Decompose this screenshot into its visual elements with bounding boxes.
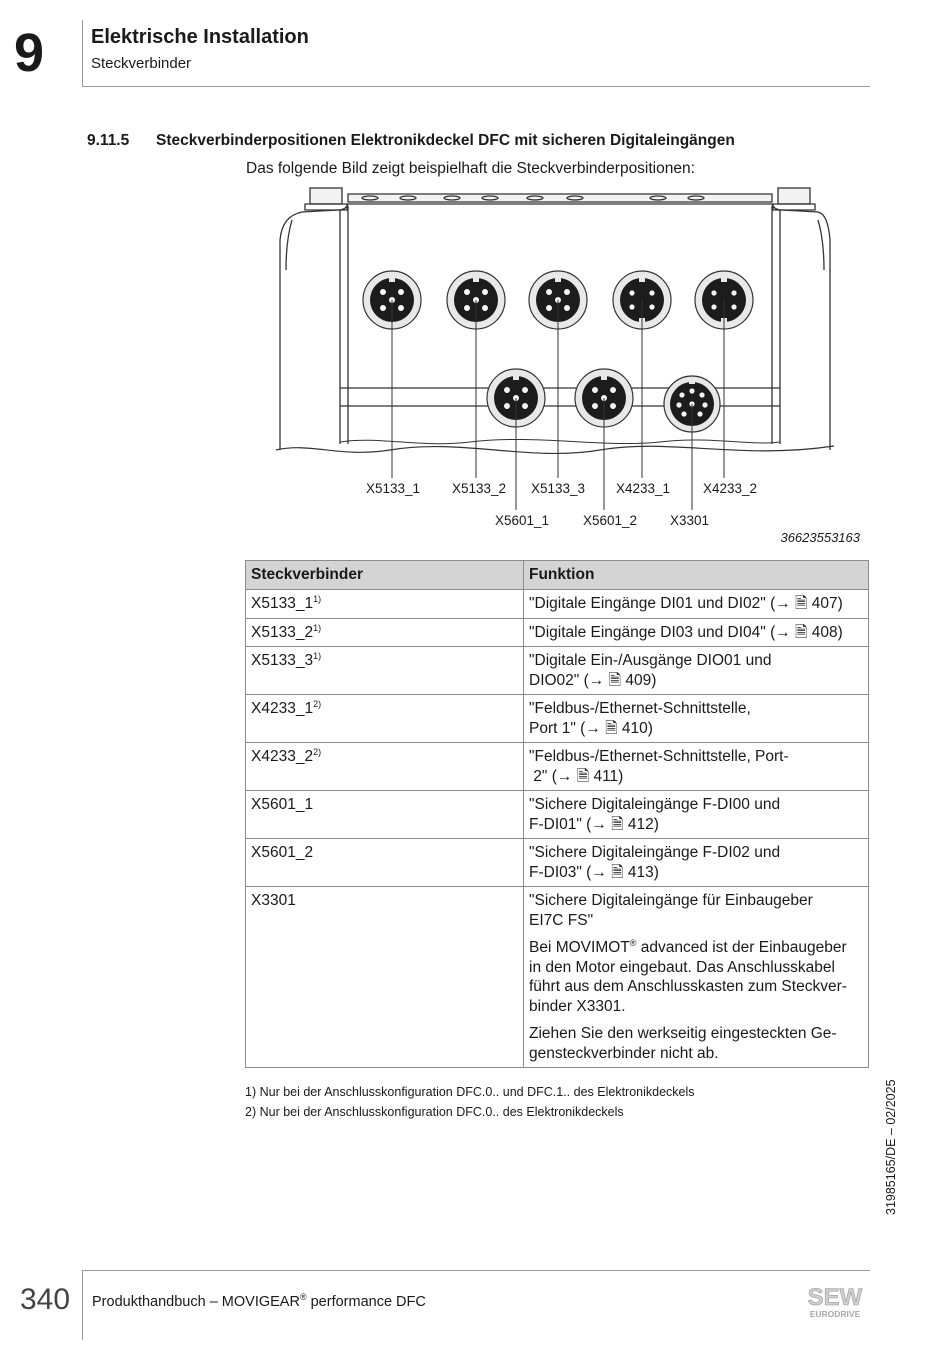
function-text: F-DI01" (→ 🗎 412) xyxy=(529,815,659,833)
function-text: "Digitale Eingänge DI01 und DI02" (→ 🗎 407) xyxy=(529,595,843,612)
function-cell xyxy=(524,647,869,695)
footer-title-text: Produkthandbuch – MOVIGEAR xyxy=(92,1294,300,1310)
footer-title-text: performance DFC xyxy=(306,1294,426,1310)
section-title: Steckverbinderpositionen Elektronikdeckel DFC mit sicheren Digitaleingängen xyxy=(156,132,735,149)
chapter-subtitle: Steckverbinder xyxy=(91,55,192,72)
connector-cell xyxy=(246,887,524,1068)
connector-cell xyxy=(246,590,524,619)
header-connector: Steckverbinder xyxy=(246,561,524,590)
note-text: in den Motor eingebaut. Das Anschlusskabel xyxy=(529,958,835,976)
footnote-1: 1) Nur bei der Anschlusskonfiguration DFC.0.. und DFC.1.. des Elektronikdeckels xyxy=(245,1085,695,1099)
connector-name: X5601_1 xyxy=(251,796,314,813)
function-text: EI7C FS" xyxy=(529,911,594,929)
connector-name: X4233_2 xyxy=(251,748,314,765)
connector-cell xyxy=(246,695,524,743)
footnote-ref: 2) xyxy=(313,747,322,757)
table-row xyxy=(246,743,869,791)
connector-name: X3301 xyxy=(251,892,296,909)
footnote-ref: 1) xyxy=(313,622,322,633)
connector-cell xyxy=(246,791,524,839)
note-text: führt aus dem Anschlusskasten zum Steckver- xyxy=(529,978,847,995)
header-function: Funktion xyxy=(524,561,869,590)
table-row xyxy=(246,647,869,695)
function-text: F-DI03" (→ 🗎 413) xyxy=(529,863,659,881)
table-header-row xyxy=(246,561,869,590)
function-text: "Feldbus-/Ethernet-Schnittstelle, xyxy=(529,700,751,717)
label-x5133-3: X5133_3 xyxy=(531,481,586,496)
page-number: 340 xyxy=(20,1283,71,1316)
function-cell xyxy=(524,618,869,647)
document-id: 31985165/DE – 02/2025 xyxy=(884,1079,898,1215)
connector-name: X5133_1 xyxy=(251,595,314,612)
table-row xyxy=(246,590,869,619)
function-text: "Sichere Digitaleingänge F-DI02 und xyxy=(529,844,781,861)
table-row xyxy=(246,618,869,647)
note-text: advanced ist der Einbaugeber xyxy=(636,939,847,956)
registered-mark: ® xyxy=(629,938,637,948)
function-text: "Digitale Ein-/Ausgänge DIO01 und xyxy=(529,652,772,669)
connector-name: X5601_2 xyxy=(251,844,314,861)
header-divider-horizontal xyxy=(82,86,870,87)
label-x5601-1: X5601_1 xyxy=(495,513,550,528)
label-x4233-2: X4233_2 xyxy=(703,481,758,496)
footnote-ref: 1) xyxy=(313,651,322,661)
connector-cell xyxy=(246,618,524,647)
footnote-ref: 2) xyxy=(313,699,322,709)
connector-cell xyxy=(246,839,524,887)
connector-table xyxy=(245,560,869,1068)
logo-sub-text: EURODRIVE xyxy=(809,1309,861,1319)
section-number: 9.11.5 xyxy=(87,132,130,149)
function-text: "Sichere Digitaleingänge für Einbaugeber xyxy=(529,892,813,909)
label-x5601-2: X5601_2 xyxy=(583,513,638,528)
connector-cell xyxy=(246,743,524,791)
header-divider-vertical xyxy=(82,20,83,86)
table-row xyxy=(246,839,869,887)
label-x4233-1: X4233_1 xyxy=(616,481,671,496)
connector-name: X5133_3 xyxy=(251,652,314,669)
function-cell xyxy=(524,887,869,1068)
function-text: 2" (→ 🗎 411) xyxy=(529,767,624,785)
function-text: "Sichere Digitaleingänge F-DI00 und xyxy=(529,796,781,813)
footer-divider-vertical xyxy=(82,1270,83,1340)
registered-mark: ® xyxy=(299,1292,307,1302)
function-cell xyxy=(524,791,869,839)
chapter-number: 9 xyxy=(14,23,45,83)
function-cell xyxy=(524,839,869,887)
function-text: DIO02" (→ 🗎 409) xyxy=(529,671,657,689)
function-cell xyxy=(524,590,869,619)
note-text: Bei MOVIMOT xyxy=(529,939,630,956)
label-x5133-1: X5133_1 xyxy=(366,481,421,496)
label-x5133-2: X5133_2 xyxy=(452,481,507,496)
table-row xyxy=(246,791,869,839)
logo-main-text: SEW xyxy=(807,1284,863,1311)
function-cell xyxy=(524,743,869,791)
table-row xyxy=(246,887,869,1068)
encoder-note xyxy=(529,938,862,1016)
note-text: binder X3301. xyxy=(529,997,626,1015)
function-text: Port 1" (→ 🗎 410) xyxy=(529,719,653,737)
figure-id: 36623553163 xyxy=(780,530,860,545)
function-text: "Digitale Eingänge DI03 und DI04" (→ 🗎 408) xyxy=(529,623,843,641)
note-text: Ziehen Sie den werkseitig eingesteckten Ge- xyxy=(529,1025,837,1042)
warning-note xyxy=(529,1024,862,1063)
connector-figure xyxy=(240,180,870,540)
label-x3301: X3301 xyxy=(670,513,710,528)
sew-eurodrive-logo xyxy=(800,1283,870,1328)
function-cell xyxy=(524,695,869,743)
note-text: gensteckverbinder nicht ab. xyxy=(529,1044,719,1062)
table-row xyxy=(246,695,869,743)
function-text: "Feldbus-/Ethernet-Schnittstelle, Port- xyxy=(529,748,789,765)
footnote-2: 2) Nur bei der Anschlusskonfiguration DFC.0.. des Elektronikdeckels xyxy=(245,1105,624,1119)
intro-text: Das folgende Bild zeigt beispielhaft die Steckverbinderpositionen: xyxy=(246,160,695,177)
footer-title xyxy=(92,1294,426,1310)
connector-name: X4233_1 xyxy=(251,700,314,717)
chapter-title: Elektrische Installation xyxy=(91,26,309,48)
footnote-ref: 1) xyxy=(313,594,322,604)
connector-name: X5133_2 xyxy=(251,623,314,641)
footer-divider-horizontal xyxy=(82,1270,870,1271)
connector-cell xyxy=(246,647,524,695)
